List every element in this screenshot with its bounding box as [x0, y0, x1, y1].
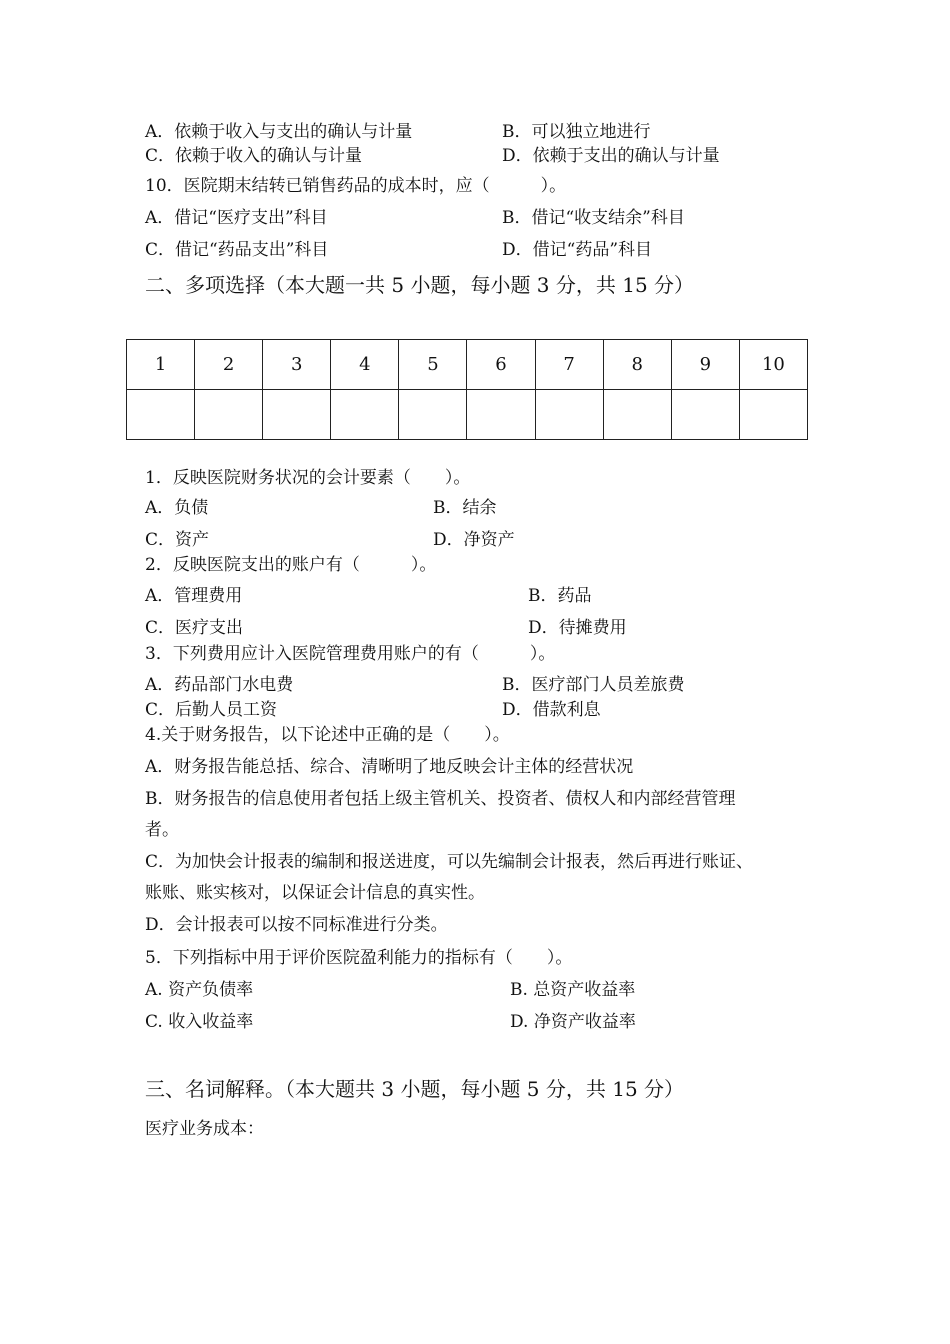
- mq4-option-a: A．财务报告能总括、综合、清晰明了地反映会计主体的经营状况: [145, 757, 634, 777]
- answer-blank-cell[interactable]: [603, 390, 671, 440]
- mq4-stem: 4.关于财务报告，以下论述中正确的是（ ）。: [145, 725, 510, 745]
- mq4-option-b-line2: 者。: [145, 820, 179, 840]
- q10-option-c: C．借记“药品支出”科目: [145, 240, 329, 260]
- answer-table-header-row: [127, 340, 808, 390]
- q10-stem: 10．医院期末结转已销售药品的成本时，应（ ）。: [145, 176, 567, 196]
- answer-blank-cell[interactable]: [467, 390, 535, 440]
- q10-option-d: D．借记“药品”科目: [502, 240, 653, 260]
- mq5-option-c: C. 收入收益率: [145, 1012, 254, 1032]
- answer-header-cell: 1: [127, 340, 195, 390]
- answer-blank-cell[interactable]: [399, 390, 467, 440]
- mq5-option-a: A. 资产负债率: [145, 980, 254, 1000]
- answer-header-cell: 3: [263, 340, 331, 390]
- answer-header-cell: 2: [195, 340, 263, 390]
- q9-option-c: C．依赖于收入的确认与计量: [145, 146, 363, 166]
- mq1-option-b: B．结余: [433, 498, 497, 518]
- q9-option-a: A．依赖于收入与支出的确认与计量: [145, 122, 413, 142]
- mq2-option-c: C．医疗支出: [145, 618, 244, 638]
- q9-option-b: B．可以独立地进行: [502, 122, 651, 142]
- mq3-stem: 3．下列费用应计入医院管理费用账户的有（ ）。: [145, 644, 556, 664]
- section2-title: 二、多项选择（本大题一共 5 小题，每小题 3 分，共 15 分）: [145, 273, 695, 297]
- q10-option-a: A．借记“医疗支出”科目: [145, 208, 328, 228]
- q9-option-d: D．依赖于支出的确认与计量: [502, 146, 720, 166]
- mq2-option-b: B．药品: [528, 586, 592, 606]
- term1-label: 医疗业务成本：: [145, 1119, 264, 1139]
- mq5-stem: 5．下列指标中用于评价医院盈利能力的指标有（ ）。: [145, 948, 573, 968]
- answer-header-cell: 5: [399, 340, 467, 390]
- mq3-option-b: B．医疗部门人员差旅费: [502, 675, 685, 695]
- mq3-option-d: D．借款利息: [502, 700, 601, 720]
- answer-blank-cell[interactable]: [331, 390, 399, 440]
- answer-blank-cell[interactable]: [195, 390, 263, 440]
- answer-header-cell: 4: [331, 340, 399, 390]
- answer-header-cell: 8: [603, 340, 671, 390]
- mq4-option-d: D．会计报表可以按不同标准进行分类。: [145, 915, 448, 935]
- answer-header-cell: 7: [535, 340, 603, 390]
- answer-table-blank-row: [127, 390, 808, 440]
- answer-blank-cell[interactable]: [263, 390, 331, 440]
- answer-blank-cell[interactable]: [739, 390, 807, 440]
- answer-table: [126, 339, 808, 440]
- answer-header-cell: 6: [467, 340, 535, 390]
- answer-blank-cell[interactable]: [127, 390, 195, 440]
- mq1-stem: 1．反映医院财务状况的会计要素（ ）。: [145, 468, 471, 488]
- mq3-option-a: A．药品部门水电费: [145, 675, 294, 695]
- answer-blank-cell[interactable]: [535, 390, 603, 440]
- q10-option-b: B．借记“收支结余”科目: [502, 208, 685, 228]
- mq1-option-d: D．净资产: [433, 530, 515, 550]
- mq5-option-b: B. 总资产收益率: [510, 980, 636, 1000]
- mq4-option-c-line1: C．为加快会计报表的编制和报送进度，可以先编制会计报表，然后再进行账证、: [145, 852, 754, 872]
- mq2-option-d: D．待摊费用: [528, 618, 627, 638]
- mq1-option-a: A．负债: [145, 498, 209, 518]
- mq2-stem: 2．反映医院支出的账户有（ ）。: [145, 555, 437, 575]
- mq3-option-c: C．后勤人员工资: [145, 700, 278, 720]
- mq2-option-a: A．管理费用: [145, 586, 243, 606]
- answer-blank-cell[interactable]: [671, 390, 739, 440]
- mq5-option-d: D. 净资产收益率: [510, 1012, 636, 1032]
- answer-header-cell: 9: [671, 340, 739, 390]
- mq4-option-c-line2: 账账、账实核对，以保证会计信息的真实性。: [145, 883, 485, 903]
- mq4-option-b-line1: B．财务报告的信息使用者包括上级主管机关、投资者、债权人和内部经营管理: [145, 789, 736, 809]
- mq1-option-c: C．资产: [145, 530, 210, 550]
- section3-title: 三、名词解释。（本大题共 3 小题，每小题 5 分，共 15 分）: [145, 1077, 685, 1101]
- answer-header-cell: 10: [739, 340, 807, 390]
